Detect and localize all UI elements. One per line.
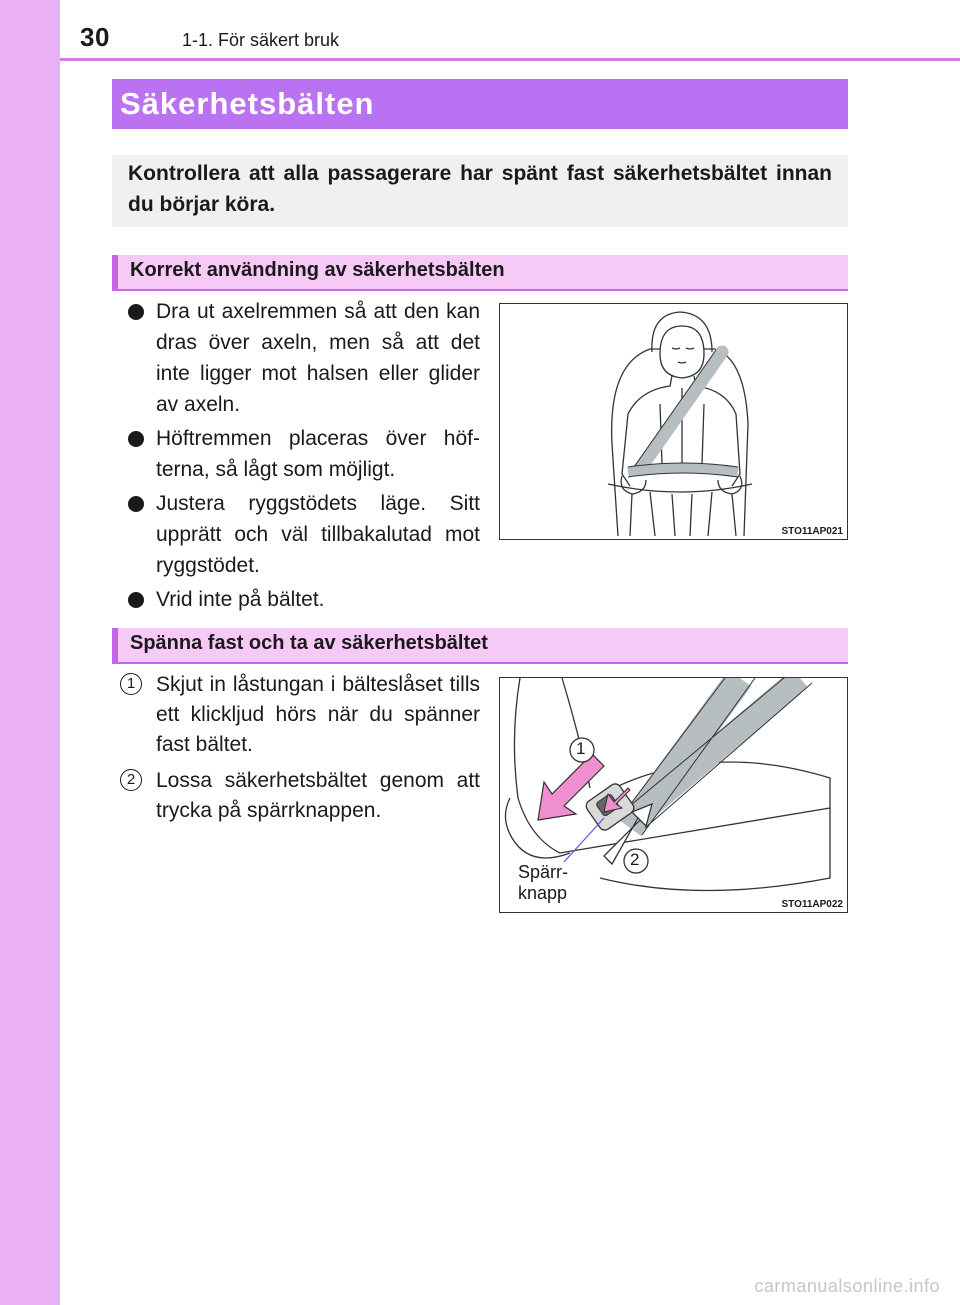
bullet-icon <box>128 304 144 320</box>
list-item <box>128 423 480 485</box>
buckle-illustration <box>499 677 848 913</box>
bullet-list <box>128 296 480 618</box>
callout-number-2: 2 <box>630 850 640 869</box>
page-title: Säkerhetsbälten <box>120 86 375 121</box>
section-reference: 1-1. För säkert bruk <box>182 30 340 50</box>
release-button-label-line2: knapp <box>518 883 568 903</box>
release-button-label <box>518 862 568 904</box>
list-item <box>120 670 480 760</box>
page-number: 30 <box>80 22 110 52</box>
list-item-text: Justera ryggstödets läge. Sitt upprätt och väl tillbakalutad mot ryggstödet. <box>156 492 480 577</box>
bullet-icon <box>128 592 144 608</box>
figure-code: STO11AP021 <box>781 526 843 537</box>
list-item-text: Dra ut axelremmen så att den kan dras över axeln, men så att det inte ligger mot halsen eller glider av axeln. <box>156 300 480 416</box>
section-heading-correct-use <box>112 255 848 291</box>
step-text: Skjut in låstungan i bälteslåset tills ett klickljud hörs när du spänner fast bältet. <box>156 673 480 756</box>
section-heading-text: Korrekt användning av säkerhetsbälten <box>130 259 505 281</box>
bullet-icon <box>128 496 144 512</box>
list-item <box>120 766 480 826</box>
figure-code: STO11AP022 <box>781 899 843 910</box>
list-item <box>128 584 480 615</box>
side-color-strip <box>0 0 60 1305</box>
step-number-icon: 2 <box>120 769 142 791</box>
list-item <box>128 488 480 581</box>
step-text: Lossa säkerhetsbältet genom att trycka på spärrknappen. <box>156 769 480 822</box>
release-button-label-line1: Spärr- <box>518 862 569 882</box>
header-divider <box>60 58 960 61</box>
intro-box <box>112 155 848 227</box>
step-number-icon: 1 <box>120 673 142 695</box>
intro-text: Kontrollera att alla passagerare har spänt fast säkerhetsbältet innan du börjar köra. <box>128 162 832 216</box>
seatbelt-person-illustration <box>499 303 848 540</box>
seated-person-icon <box>500 304 848 540</box>
section-heading-text: Spänna fast och ta av säkerhetsbältet <box>130 632 488 654</box>
watermark-text: carmanualsonline.info <box>754 1276 940 1296</box>
title-bar <box>112 79 848 129</box>
list-item <box>128 296 480 420</box>
list-item-text: Höftremmen placeras över höf-terna, så lågt som möjligt. <box>156 427 480 481</box>
callout-number-1: 1 <box>576 739 586 758</box>
section-heading-fasten <box>112 628 848 664</box>
step-list <box>120 670 480 832</box>
list-item-text: Vrid inte på bältet. <box>156 588 325 611</box>
bullet-icon <box>128 431 144 447</box>
